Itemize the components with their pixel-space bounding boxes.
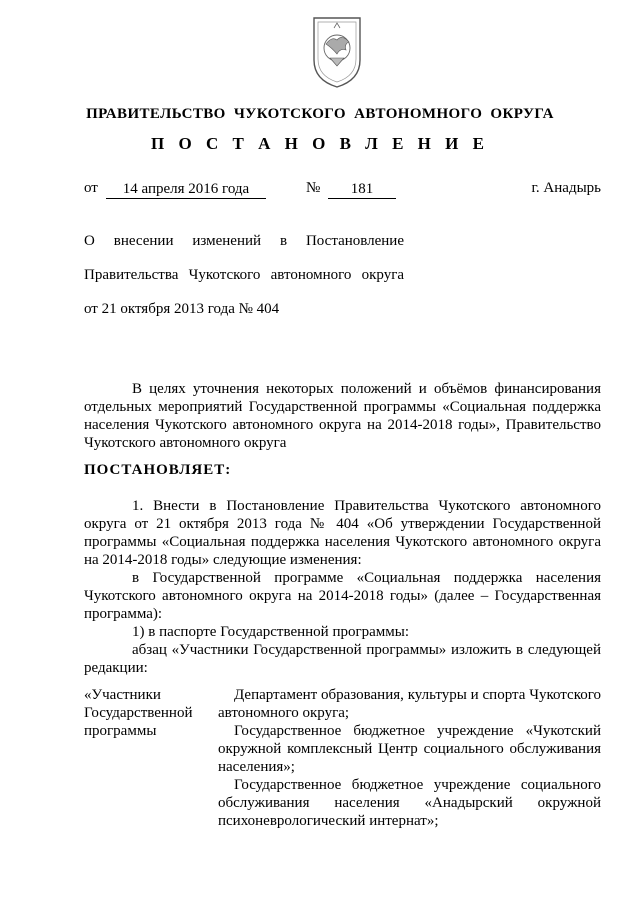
participant-item: Государственное бюджетное учреждение «Чукотский окружной комплексный Центр социального обслуживания населения»; (218, 723, 601, 775)
decree-meta (84, 180, 601, 202)
item-1-1-text-paragraph: абзац «Участники Государственной программы» изложить в следующей редакции: (84, 642, 601, 676)
decree-title: П О С Т А Н О В Л Е Н И Е (151, 134, 489, 153)
participants-list (218, 686, 601, 830)
participant-item: Департамент образования, культуры и спорта Чукотского автономного округа; (218, 687, 601, 721)
item-1-sub-paragraph: в Государственной программе «Социальная поддержка населения Чукотского автономного округа на 2014-2018 годы» (далее – Государственная программа): (84, 570, 601, 622)
subject-line-1: О внесении изменений в Постановление (84, 233, 404, 249)
item-1-paragraph: 1. Внести в Постановление Правительства Чукотского автономного округа от 21 октября 2013 года № 404 «Об утверждении Государственной программы «Социальная поддержка населения Чукотского автономного округа на 2014-2018 годы» следующие изменения: (84, 498, 601, 568)
government-title: ПРАВИТЕЛЬСТВО ЧУКОТСКОГО АВТОНОМНОГО ОКРУГА (86, 106, 554, 122)
number-label: № (306, 180, 321, 196)
date-label: от (84, 180, 98, 196)
city: г. Анадырь (531, 180, 601, 196)
participant-item: Государственное бюджетное учреждение социального обслуживания населения «Анадырский окружной психоневрологический интернат»; (218, 777, 601, 829)
subject-line-2: Правительства Чукотского автономного округа (84, 267, 405, 283)
decree-number: 181 (328, 180, 396, 199)
coat-of-arms-icon (310, 14, 364, 90)
decree-date: 14 апреля 2016 года (106, 180, 266, 199)
subject-line-3: от 21 октября 2013 года № 404 (84, 301, 280, 317)
participants-label: «Участники Государственной программы (84, 687, 193, 739)
preamble-paragraph: В целях уточнения некоторых положений и объёмов финансирования отдельных мероприятий Государственной программы «Социальная поддержка населения Чукотского автономного округа на 2014-2018 годы», Правительство Чукотского автономного округа (84, 381, 601, 451)
resolves-heading: ПОСТАНОВЛЯЕТ: (84, 462, 232, 478)
item-1-1-paragraph: 1) в паспорте Государственной программы: (132, 624, 410, 640)
